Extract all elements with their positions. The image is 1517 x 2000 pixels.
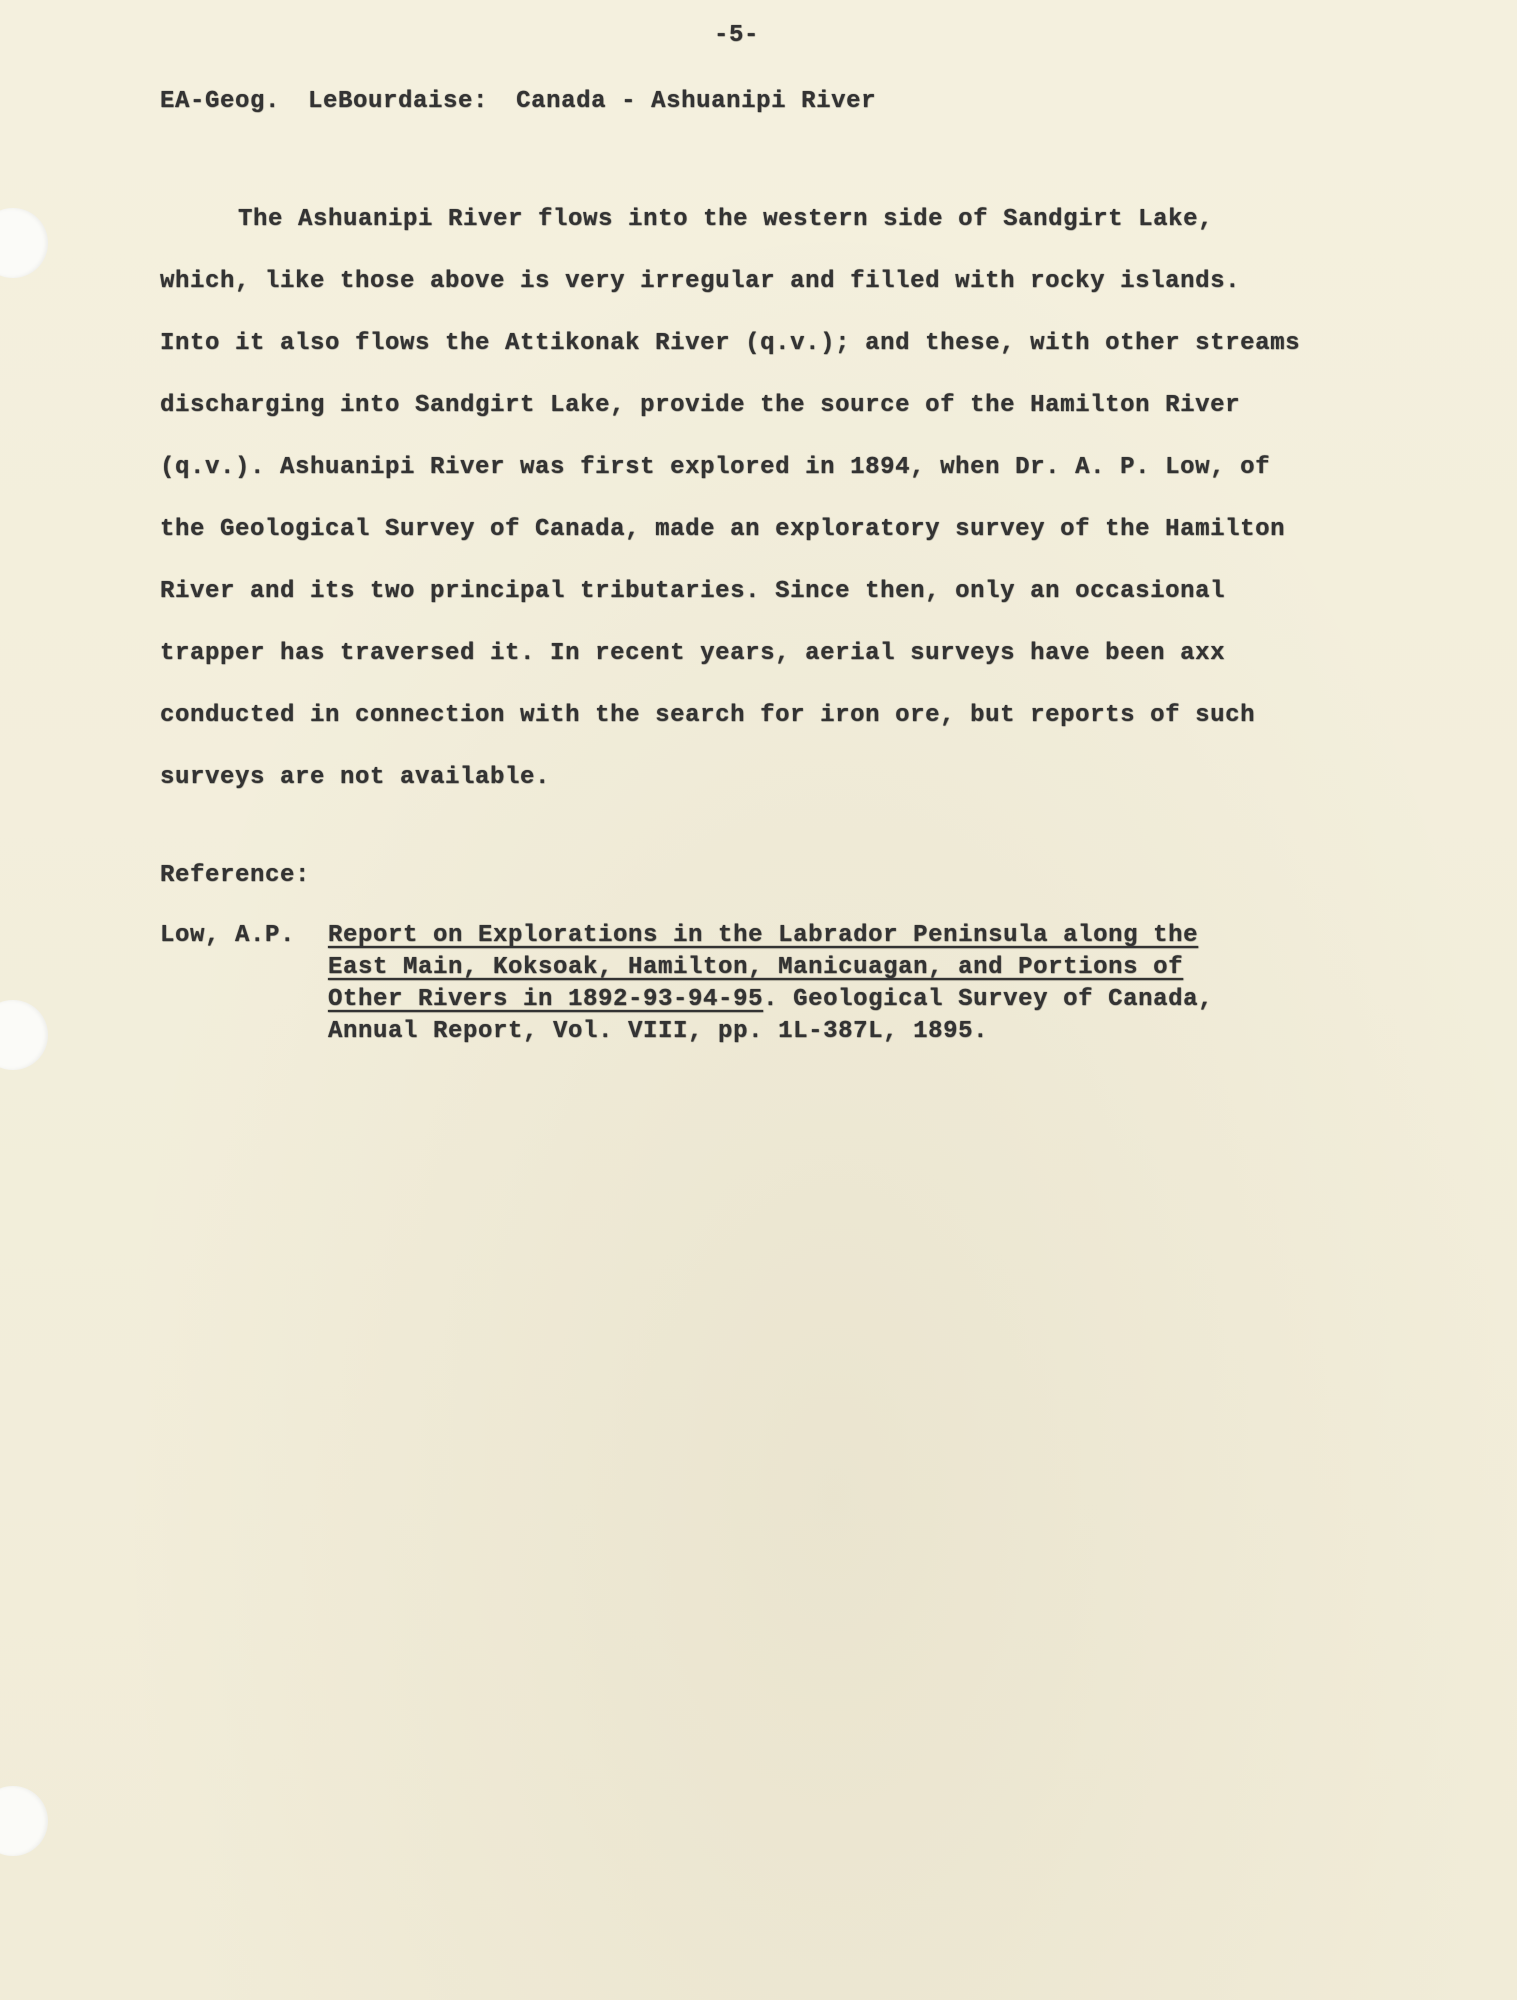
reference-heading: Reference: [160, 862, 311, 889]
paragraph-line: (q.v.). Ashuanipi River was first explored in 1894, when Dr. A. P. Low, of [160, 454, 1271, 481]
paragraph-line: Into it also flows the Attikonak River (q.v.); and these, with other streams [160, 330, 1301, 357]
reference-author: Low, A.P. [160, 922, 296, 949]
paragraph-line: River and its two principal tributaries. Since then, only an occasional [160, 578, 1226, 605]
reference-source: . Geological Survey of Canada, [763, 986, 1214, 1013]
header-code: EA-Geog. [160, 88, 281, 115]
reference-title-line-mixed [328, 986, 1213, 1013]
reference-title-end: Other Rivers in 1892-93-94-95 [328, 986, 764, 1013]
header-author: LeBourdaise: [308, 88, 489, 115]
page-number: -5- [714, 22, 760, 49]
punch-hole-middle [0, 1000, 48, 1070]
header-subject: Canada - Ashuanipi River [516, 88, 877, 115]
paragraph-line: the Geological Survey of Canada, made an exploratory survey of the Hamilton [160, 516, 1286, 543]
reference-title-line: Report on Explorations in the Labrador Peninsula along the [328, 922, 1199, 949]
reference-publication: Annual Report, Vol. VIII, pp. 1L-387L, 1895. [328, 1018, 989, 1045]
document-header [160, 88, 876, 115]
punch-hole-top [0, 208, 48, 278]
paragraph-line: trapper has traversed it. In recent years, aerial surveys have been axx [160, 640, 1226, 667]
paragraph-line: discharging into Sandgirt Lake, provide the source of the Hamilton River [160, 392, 1241, 419]
reference-title-line: East Main, Koksoak, Hamilton, Manicuagan, and Portions of [328, 954, 1184, 981]
paragraph-line: conducted in connection with the search for iron ore, but reports of such [160, 702, 1256, 729]
paragraph-line: The Ashuanipi River flows into the western side of Sandgirt Lake, [238, 206, 1214, 233]
paragraph-line: which, like those above is very irregular and filled with rocky islands. [160, 268, 1241, 295]
paragraph-line: surveys are not available. [160, 764, 551, 791]
punch-hole-bottom [0, 1786, 48, 1856]
